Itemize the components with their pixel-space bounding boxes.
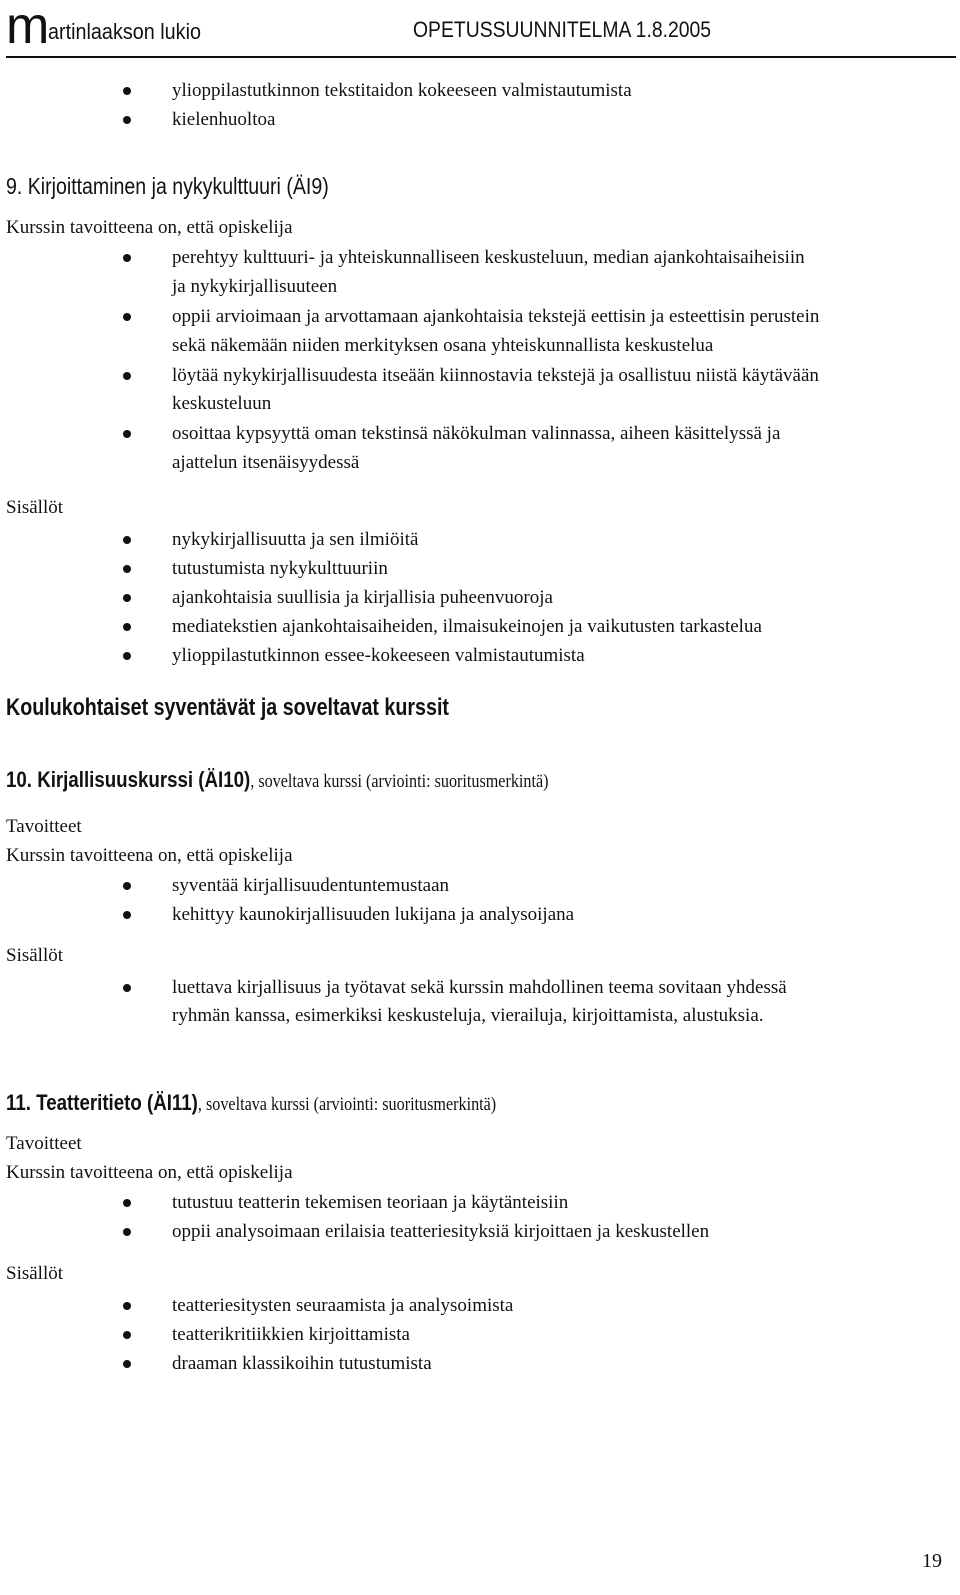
- contents-label: Sisällöt: [6, 945, 64, 966]
- course-10-heading: [6, 767, 549, 793]
- goal-intro: Kurssin tavoitteena on, että opiskelija: [6, 1162, 293, 1183]
- list-item: mediatekstien ajankohtaisaiheiden, ilmaisukeinojen ja vaikutusten tarkastelua: [172, 616, 762, 637]
- bullet: [123, 313, 131, 321]
- page-header: [6, 0, 956, 58]
- bullet: [123, 430, 131, 438]
- bullet: [123, 254, 131, 262]
- list-item-continuation: ja nykykirjallisuuteen: [172, 276, 338, 297]
- list-item: teatterikritiikkien kirjoittamista: [172, 1324, 410, 1345]
- bullet: [123, 536, 131, 544]
- list-item: teatteriesitysten seuraamista ja analysoimista: [172, 1295, 514, 1316]
- page-number: 19: [922, 1550, 942, 1572]
- list-item: löytää nykykirjallisuudesta itseään kiinnostavia tekstejä ja osallistuu niistä käytävään: [172, 365, 819, 386]
- list-item: oppii analysoimaan erilaisia teatteriesityksiä kirjoittaen ja keskustellen: [172, 1221, 710, 1242]
- list-item: draaman klassikoihin tutustumista: [172, 1353, 432, 1374]
- bullet: [123, 1228, 131, 1236]
- bullet: [123, 882, 131, 890]
- list-item: ylioppilastutkinnon essee-kokeeseen valmistautumista: [172, 645, 585, 666]
- bullet: [123, 984, 131, 992]
- list-item: ylioppilastutkinnon tekstitaidon kokeeseen valmistautumista: [172, 80, 632, 101]
- course-9-heading: 9. Kirjoittaminen ja nykykulttuuri (ÄI9): [6, 173, 329, 199]
- list-item: ajankohtaisia suullisia ja kirjallisia puheenvuoroja: [172, 587, 553, 608]
- list-item-continuation: ryhmän kanssa, esimerkiksi keskusteluja, vierailuja, kirjoittamista, alustuksia.: [172, 1005, 764, 1026]
- list-item: kehittyy kaunokirjallisuuden lukijana ja analysoijana: [172, 904, 575, 925]
- list-item: luettava kirjallisuus ja työtavat sekä kurssin mahdollinen teema sovitaan yhdessä: [172, 977, 787, 998]
- bullet: [123, 372, 131, 380]
- contents-label: Sisällöt: [6, 497, 64, 518]
- goal-intro: Kurssin tavoitteena on, että opiskelija: [6, 217, 293, 238]
- section-heading: Koulukohtaiset syventävät ja soveltavat kurssit: [6, 694, 449, 721]
- list-item: tutustuu teatterin tekemisen teoriaan ja käytänteisiin: [172, 1192, 569, 1213]
- list-item: nykykirjallisuutta ja sen ilmiöitä: [172, 529, 419, 550]
- goals-label: Tavoitteet: [6, 816, 82, 837]
- list-item: osoittaa kypsyyttä oman tekstinsä näkökulman valinnassa, aiheen käsittelyssä ja: [172, 423, 781, 444]
- course-11-heading: [6, 1090, 496, 1116]
- bullet: [123, 1302, 131, 1310]
- list-item-continuation: sekä näkemään niiden merkityksen osana yhteiskunnallista keskustelua: [172, 335, 714, 356]
- list-item: kielenhuoltoa: [172, 109, 276, 130]
- list-item-continuation: keskusteluun: [172, 393, 272, 414]
- bullet: [123, 1360, 131, 1368]
- bullet: [123, 1331, 131, 1339]
- list-item: syventää kirjallisuudentuntemustaan: [172, 875, 450, 896]
- school-name: [6, 0, 218, 55]
- bullet: [123, 594, 131, 602]
- list-item: perehtyy kulttuuri- ja yhteiskunnalliseen keskusteluun, median ajankohtaisaiheisiin: [172, 247, 805, 268]
- bullet: [123, 652, 131, 660]
- bullet: [123, 565, 131, 573]
- course-10-title: 10. Kirjallisuuskurssi (ÄI10): [6, 767, 251, 792]
- list-item-continuation: ajattelun itsenäisyydessä: [172, 452, 360, 473]
- goal-intro: Kurssin tavoitteena on, että opiskelija: [6, 845, 293, 866]
- school-name-initial: m: [6, 0, 49, 55]
- bullet: [123, 623, 131, 631]
- bullet: [123, 87, 131, 95]
- school-name-rest: artinlaakson lukio: [48, 19, 202, 44]
- list-item: oppii arvioimaan ja arvottamaan ajankohtaisia tekstejä eettisin ja esteettisin perustein: [172, 306, 820, 327]
- bullet: [123, 911, 131, 919]
- course-11-subtitle: , soveltava kurssi (arviointi: suoritusmerkintä): [197, 1094, 497, 1115]
- document-label: OPETUSSUUNNITELMA 1.8.2005: [413, 17, 712, 42]
- bullet: [123, 1199, 131, 1207]
- list-item: tutustumista nykykulttuuriin: [172, 558, 388, 579]
- bullet: [123, 116, 131, 124]
- course-11-title: 11. Teatteritieto (ÄI11): [6, 1090, 198, 1115]
- course-10-subtitle: , soveltava kurssi (arviointi: suoritusmerkintä): [250, 771, 549, 792]
- goals-label: Tavoitteet: [6, 1133, 82, 1154]
- contents-label: Sisällöt: [6, 1263, 64, 1284]
